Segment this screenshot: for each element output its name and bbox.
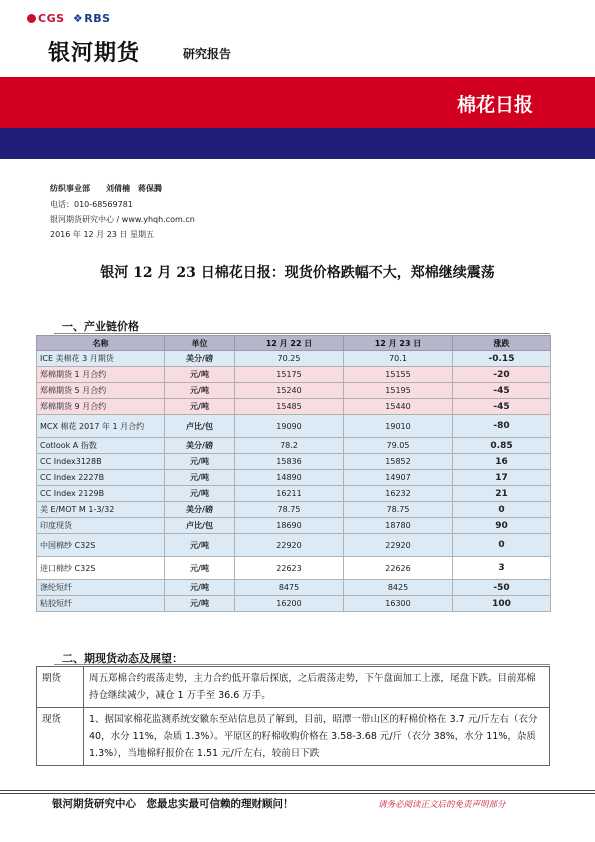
cell-unit: 元/吨 <box>165 534 235 557</box>
cell-date2: 70.1 <box>344 351 453 367</box>
table-row <box>37 399 551 415</box>
cell-date1: 22623 <box>235 557 344 580</box>
cell-date2: 79.05 <box>344 438 453 454</box>
col-header-name: 名称 <box>37 336 165 351</box>
cell-change: 21 <box>453 486 551 502</box>
cell-date2: 22920 <box>344 534 453 557</box>
cell-name: MCX 棉花 2017 年 1 月合约 <box>37 415 165 438</box>
cell-name: 美 E/MOT M 1-3/32 <box>37 502 165 518</box>
cell-date2: 16232 <box>344 486 453 502</box>
spot-row <box>37 708 550 766</box>
cell-date1: 16211 <box>235 486 344 502</box>
divider <box>54 333 550 334</box>
cell-date2: 15852 <box>344 454 453 470</box>
cell-name: 印度现货 <box>37 518 165 534</box>
cell-date1: 22920 <box>235 534 344 557</box>
cell-name: 郑棉期货 9 月合约 <box>37 399 165 415</box>
cell-change: 90 <box>453 518 551 534</box>
cell-change: 0 <box>453 502 551 518</box>
cell-date2: 19010 <box>344 415 453 438</box>
cell-change: 100 <box>453 596 551 612</box>
cell-unit: 元/吨 <box>165 470 235 486</box>
table-row <box>37 454 551 470</box>
dept-authors: 纺织事业部 刘倩楠 蒋保腾 <box>50 184 162 193</box>
cell-date1: 78.2 <box>235 438 344 454</box>
table-row <box>37 470 551 486</box>
cell-date2: 15195 <box>344 383 453 399</box>
divider <box>54 664 550 665</box>
cell-date2: 18780 <box>344 518 453 534</box>
footer-slogan: 银河期货研究中心 您最忠实最可信赖的理财顾问！ <box>52 798 294 810</box>
outlook-table <box>36 666 550 766</box>
futures-row <box>37 667 550 708</box>
footer-divider <box>0 790 595 791</box>
col-header-date2: 12 月 23 日 <box>344 336 453 351</box>
cell-date2: 15440 <box>344 399 453 415</box>
cell-date1: 15240 <box>235 383 344 399</box>
table-row <box>37 596 551 612</box>
cell-change: -0.15 <box>453 351 551 367</box>
cell-unit: 元/吨 <box>165 486 235 502</box>
cell-date2: 22626 <box>344 557 453 580</box>
cell-date1: 15836 <box>235 454 344 470</box>
cell-date2: 78.75 <box>344 502 453 518</box>
cell-date2: 15155 <box>344 367 453 383</box>
cell-change: -45 <box>453 399 551 415</box>
cell-date2: 16300 <box>344 596 453 612</box>
cell-unit: 美分/磅 <box>165 438 235 454</box>
table-header-row <box>37 336 551 351</box>
cell-change: -45 <box>453 383 551 399</box>
footer-disclaimer: 请务必阅读正文后的免责声明部分 <box>378 800 506 810</box>
spot-label: 现货 <box>37 708 84 766</box>
cell-unit: 卢比/包 <box>165 518 235 534</box>
cell-name: 郑棉期货 5 月合约 <box>37 383 165 399</box>
table-row <box>37 557 551 580</box>
cell-unit: 元/吨 <box>165 383 235 399</box>
futures-label: 期货 <box>37 667 84 708</box>
website: 银河期货研究中心 / www.yhqh.com.cn <box>50 215 195 224</box>
cell-name: 涤纶短纤 <box>37 580 165 596</box>
cell-name: 郑棉期货 1 月合约 <box>37 367 165 383</box>
logo-cgs-text: CGS <box>38 12 65 25</box>
cell-unit: 美分/磅 <box>165 351 235 367</box>
cell-unit: 元/吨 <box>165 454 235 470</box>
cell-date1: 16200 <box>235 596 344 612</box>
report-date: 2016 年 12 月 23 日 星期五 <box>50 230 154 239</box>
cell-name: ICE 美棉花 3 月期货 <box>37 351 165 367</box>
cell-change: 16 <box>453 454 551 470</box>
brand-name: 银河期货 <box>48 40 141 66</box>
cell-date1: 15175 <box>235 367 344 383</box>
footer-divider <box>0 793 595 794</box>
table-row <box>37 486 551 502</box>
table-row <box>37 383 551 399</box>
cell-unit: 元/吨 <box>165 580 235 596</box>
price-table <box>36 335 551 612</box>
cgs-logo-icon <box>27 14 36 23</box>
col-header-date1: 12 月 22 日 <box>235 336 344 351</box>
spot-text: 1、据国家棉花监测系统安徽东至站信息员了解到，目前，昭潭一带山区的籽棉价格在 3.7 元/斤左右（衣分 40，水分 11%，杂质 1.3%）。平原区的籽棉收购价格在 3.58-3.68 元/斤（衣分 38%，水分 11%，杂质 1.3%），当地棉籽报价在 1.51 元/斤左右，较前日下跌 <box>84 708 550 766</box>
phone: 电话：010-68569781 <box>50 200 133 209</box>
col-header-unit: 单位 <box>165 336 235 351</box>
cell-name: 中国棉纱 C32S <box>37 534 165 557</box>
cell-name: Cotlook A 指数 <box>37 438 165 454</box>
futures-text: 周五郑棉合约震荡走势，主力合约低开靠后探底，之后震荡走势，下午盘面加工上涨，尾盘下跌。目前郑棉持仓继续减少，减仓 1 万手至 36.6 万手。 <box>84 667 550 708</box>
banner-title: 棉花日报 <box>456 94 533 116</box>
cell-unit: 元/吨 <box>165 399 235 415</box>
cell-unit: 元/吨 <box>165 367 235 383</box>
table-row <box>37 580 551 596</box>
rbs-logo-icon: ❖ <box>72 12 84 25</box>
company-logo <box>27 12 111 25</box>
cell-unit: 美分/磅 <box>165 502 235 518</box>
headline: 银河 12 月 23 日棉花日报：现货价格跌幅不大，郑棉继续震荡 <box>100 265 495 281</box>
cell-name: 进口棉纱 C32S <box>37 557 165 580</box>
cell-unit: 卢比/包 <box>165 415 235 438</box>
cell-name: CC Index 2129B <box>37 486 165 502</box>
table-row <box>37 518 551 534</box>
cell-date1: 14890 <box>235 470 344 486</box>
blue-banner <box>0 128 595 159</box>
cell-change: 0 <box>453 534 551 557</box>
section-title-prices: 一、产业链价格 <box>62 320 139 333</box>
cell-date1: 70.25 <box>235 351 344 367</box>
cell-change: 0.85 <box>453 438 551 454</box>
cell-date1: 15485 <box>235 399 344 415</box>
cell-date1: 18690 <box>235 518 344 534</box>
cell-change: 17 <box>453 470 551 486</box>
report-type: 研究报告 <box>183 47 232 61</box>
table-row <box>37 367 551 383</box>
cell-date2: 14907 <box>344 470 453 486</box>
cell-name: CC Index3128B <box>37 454 165 470</box>
cell-name: 粘胶短纤 <box>37 596 165 612</box>
cell-date1: 8475 <box>235 580 344 596</box>
cell-date2: 8425 <box>344 580 453 596</box>
cell-change: 3 <box>453 557 551 580</box>
table-row <box>37 438 551 454</box>
cell-unit: 元/吨 <box>165 596 235 612</box>
logo-rbs-text: RBS <box>84 12 111 25</box>
table-row <box>37 415 551 438</box>
cell-name: CC Index 2227B <box>37 470 165 486</box>
cell-change: -80 <box>453 415 551 438</box>
cell-date1: 78.75 <box>235 502 344 518</box>
table-row <box>37 351 551 367</box>
table-row <box>37 502 551 518</box>
cell-unit: 元/吨 <box>165 557 235 580</box>
table-row <box>37 534 551 557</box>
section-title-outlook: 二、期现货动态及展望： <box>62 652 183 665</box>
cell-date1: 19090 <box>235 415 344 438</box>
col-header-change: 涨跌 <box>453 336 551 351</box>
cell-change: -20 <box>453 367 551 383</box>
cell-change: -50 <box>453 580 551 596</box>
